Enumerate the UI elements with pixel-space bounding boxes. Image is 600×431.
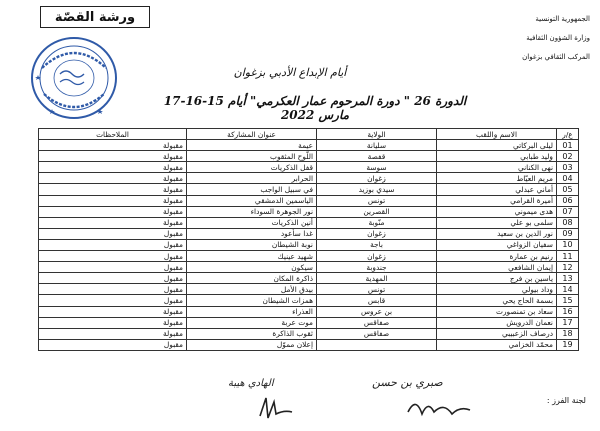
cell-name: وداد بيولي — [437, 284, 557, 295]
cell-state: قفصة — [317, 151, 437, 162]
cell-work: موت عربة — [187, 317, 317, 328]
cell-work: بيدق الأمل — [187, 284, 317, 295]
cell-num: 01 — [557, 140, 579, 151]
official-stamp-icon — [28, 34, 120, 122]
header-work: عنوان المشاركة — [187, 129, 317, 140]
cell-state: تونس — [317, 284, 437, 295]
workshop-badge: ورشة القصّة — [40, 6, 150, 28]
cell-work: في سبيل الواجب — [187, 184, 317, 195]
table-row — [39, 217, 579, 228]
document-title: أيام الإبداع الأدبي بزغوان — [233, 66, 347, 79]
cell-num: 19 — [557, 339, 579, 350]
cell-name: وليد طبابي — [437, 151, 557, 162]
cell-work: نوبة الشيطان — [187, 239, 317, 250]
cell-note: مقبولة — [39, 151, 187, 162]
table-row — [39, 339, 579, 350]
header-line-center: المركب الثقافي بزغوان — [522, 53, 590, 61]
cell-name: نور الدين بن سعيد — [437, 228, 557, 239]
signature-scribble-right-icon — [404, 392, 474, 422]
table-row — [39, 140, 579, 151]
cell-note: مقبولة — [39, 306, 187, 317]
cell-note: مقبولة — [39, 217, 187, 228]
table-row — [39, 228, 579, 239]
cell-state: جندوبة — [317, 262, 437, 273]
cell-name: سعاد بن تمنصورت — [437, 306, 557, 317]
cell-state: باجة — [317, 239, 437, 250]
cell-num: 14 — [557, 284, 579, 295]
cell-note: مقبولة — [39, 140, 187, 151]
table-row — [39, 317, 579, 328]
cell-num: 03 — [557, 162, 579, 173]
cell-num: 16 — [557, 306, 579, 317]
cell-name: ياسين بن فرج — [437, 273, 557, 284]
cell-work: سيكون — [187, 262, 317, 273]
cell-note: مقبولة — [39, 184, 187, 195]
cell-name: سلمى بو علي — [437, 217, 557, 228]
table-row — [39, 184, 579, 195]
cell-work: ثقوب الذاكرة — [187, 328, 317, 339]
table-row — [39, 239, 579, 250]
cell-state: القصرين — [317, 206, 437, 217]
cell-name: إيمان الشافعي — [437, 262, 557, 273]
table-row — [39, 273, 579, 284]
header-line-ministry: وزارة الشؤون الثقافية — [526, 34, 590, 42]
cell-state — [317, 339, 437, 350]
table-row — [39, 306, 579, 317]
cell-note: مقبول — [39, 239, 187, 250]
cell-num: 08 — [557, 217, 579, 228]
cell-num: 07 — [557, 206, 579, 217]
cell-num: 04 — [557, 173, 579, 184]
header-line-republic: الجمهورية التونسية — [535, 15, 590, 23]
cell-num: 15 — [557, 295, 579, 306]
table-row — [39, 195, 579, 206]
header-state: الولاية — [317, 129, 437, 140]
cell-work: غدا سأعود — [187, 228, 317, 239]
cell-state: تونس — [317, 195, 437, 206]
cell-work: شهيد عينيك — [187, 251, 317, 262]
cell-note: مقبول — [39, 273, 187, 284]
cell-num: 17 — [557, 317, 579, 328]
cell-work: الياسمين الدمشقي — [187, 195, 317, 206]
cell-name: نهى الكناني — [437, 162, 557, 173]
cell-name: أماني عبدلي — [437, 184, 557, 195]
header-name: الاسم واللقب — [437, 129, 557, 140]
cell-work: همزات الشيطان — [187, 295, 317, 306]
signature-left: الهادي هيبة — [228, 378, 274, 389]
cell-note: مقبولة — [39, 328, 187, 339]
cell-work: أنين الذكريات — [187, 217, 317, 228]
cell-state: المهدية — [317, 273, 437, 284]
table-row — [39, 284, 579, 295]
table-row — [39, 295, 579, 306]
cell-state: سيدي بوزيد — [317, 184, 437, 195]
cell-note: مقبول — [39, 251, 187, 262]
table-row — [39, 262, 579, 273]
cell-num: 13 — [557, 273, 579, 284]
table-row — [39, 162, 579, 173]
cell-state: زغوان — [317, 173, 437, 184]
cell-note: مقبولة — [39, 206, 187, 217]
cell-note: مقبولة — [39, 317, 187, 328]
table-row — [39, 328, 579, 339]
cell-work: نور الجوهرة السوداء — [187, 206, 317, 217]
document-subtitle: الدورة 26 " دورة المرحوم عمار العكرمي" أيام 15-16-17 مارس 2022 — [163, 94, 467, 122]
header-num: ع/ر — [557, 129, 579, 140]
header-note: الملاحظات — [39, 129, 187, 140]
table-row — [39, 251, 579, 262]
cell-work: عيمة — [187, 140, 317, 151]
cell-work: العذراء — [187, 306, 317, 317]
cell-name: سفيان الزواغي — [437, 239, 557, 250]
cell-num: 02 — [557, 151, 579, 162]
cell-note: مقبول — [39, 262, 187, 273]
cell-num: 18 — [557, 328, 579, 339]
cell-work: قفل الذكريات — [187, 162, 317, 173]
cell-name: مريم العيّاط — [437, 173, 557, 184]
cell-state: سوسة — [317, 162, 437, 173]
cell-name: بسمة الحاج يحي — [437, 295, 557, 306]
cell-work: الحرابر — [187, 173, 317, 184]
cell-note: مقبولة — [39, 195, 187, 206]
table-header-row — [39, 129, 579, 140]
institution-header — [470, 10, 590, 67]
cell-num: 10 — [557, 239, 579, 250]
cell-note: مقبول — [39, 228, 187, 239]
cell-state: سليانة — [317, 140, 437, 151]
cell-name: ليلى البركاتي — [437, 140, 557, 151]
participants-table — [38, 128, 579, 351]
cell-name: محمّد الخزامي — [437, 339, 557, 350]
cell-name: رنيم بن عمارة — [437, 251, 557, 262]
cell-state: قابس — [317, 295, 437, 306]
cell-work: ذاكرة المكان — [187, 273, 317, 284]
cell-num: 12 — [557, 262, 579, 273]
cell-note: مقبول — [39, 339, 187, 350]
cell-num: 06 — [557, 195, 579, 206]
cell-state: زغوان — [317, 228, 437, 239]
signature-scribble-left-icon — [256, 392, 296, 422]
cell-name: درصاف الزعبيبي — [437, 328, 557, 339]
cell-num: 09 — [557, 228, 579, 239]
cell-name: هدى ميموني — [437, 206, 557, 217]
cell-num: 11 — [557, 251, 579, 262]
cell-name: نعمان الدرويش — [437, 317, 557, 328]
table-row — [39, 206, 579, 217]
cell-note: مقبولة — [39, 162, 187, 173]
cell-state: منّوبة — [317, 217, 437, 228]
cell-state: صفاقس — [317, 317, 437, 328]
cell-note: مقبولة — [39, 173, 187, 184]
cell-note: مقبول — [39, 295, 187, 306]
jury-label: لجنة الفرز : — [546, 396, 586, 405]
table-row — [39, 151, 579, 162]
cell-note: مقبول — [39, 284, 187, 295]
table-row — [39, 173, 579, 184]
signature-right: صبري بن حسن — [372, 376, 443, 389]
cell-state: صفاقس — [317, 328, 437, 339]
cell-work: اللّوح المثقوب — [187, 151, 317, 162]
cell-state: زغوان — [317, 251, 437, 262]
cell-name: أميرة القرامي — [437, 195, 557, 206]
cell-num: 05 — [557, 184, 579, 195]
cell-work: إعلان مموّل — [187, 339, 317, 350]
cell-state: بن عروس — [317, 306, 437, 317]
